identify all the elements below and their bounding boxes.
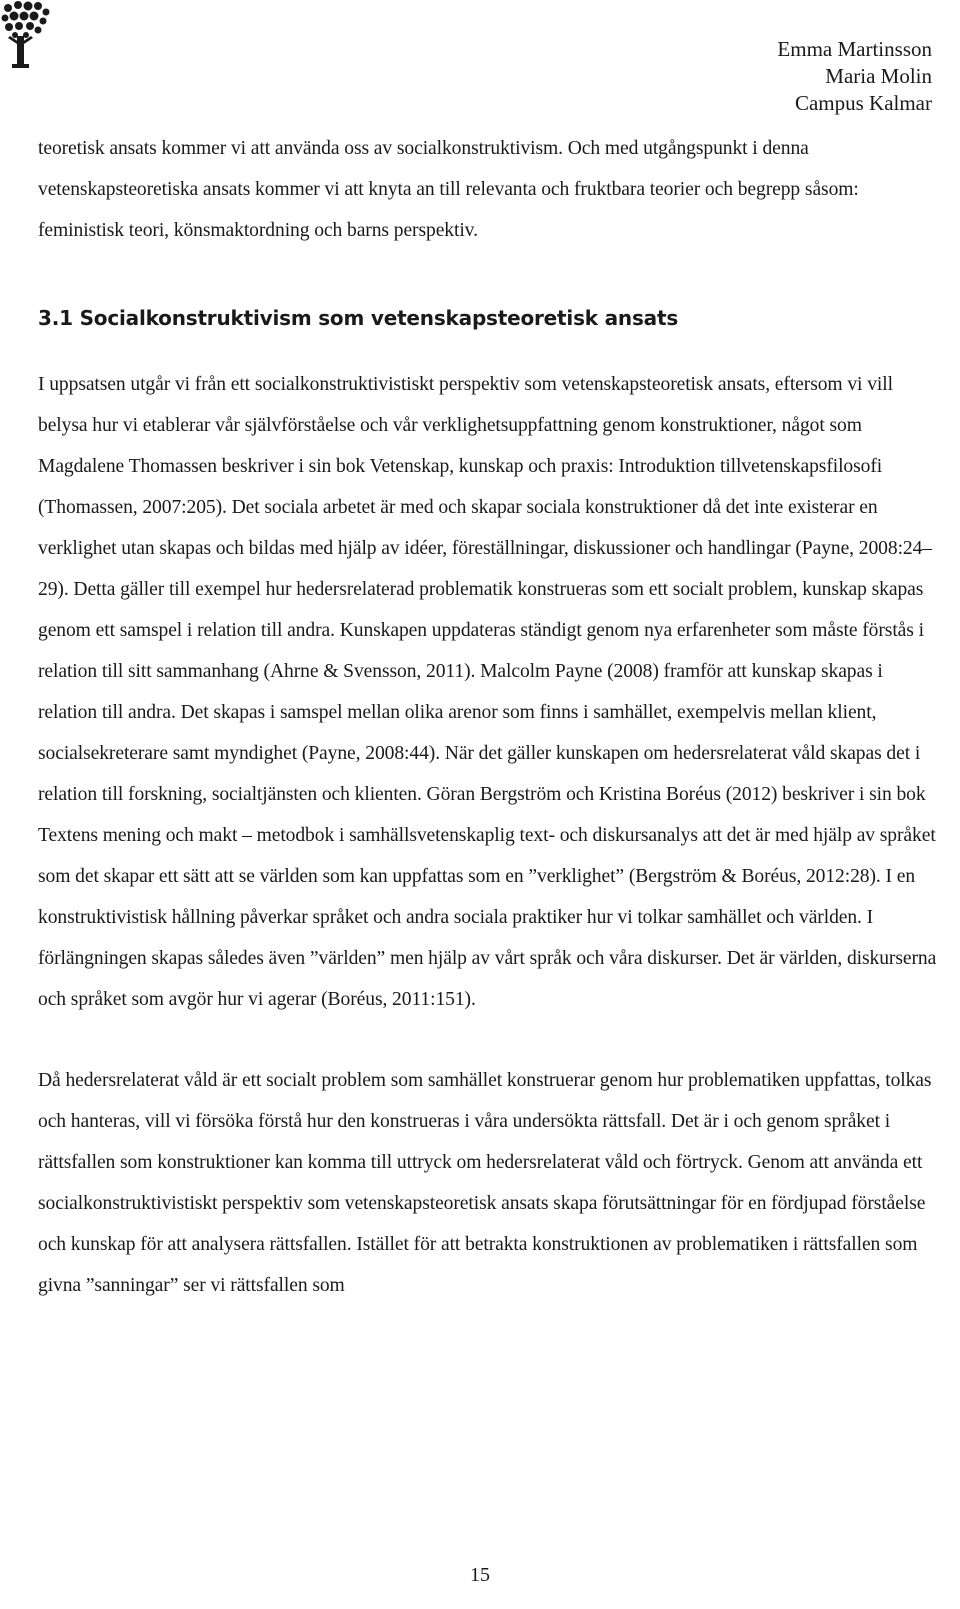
- university-tree-logo-icon: [0, 0, 56, 72]
- author-name: Emma Martinsson: [777, 37, 932, 61]
- author-name: Maria Molin: [825, 64, 932, 88]
- intro-paragraph: teoretisk ansats kommer vi att använda oss av socialkonstruktivism. Och med utgångspunkt i denna vetenskapsteoretiska ansats kommer vi att knyta an till relevanta och fruktbara teorier och begrepp såsom: feministisk teori, könsmaktordning och barns perspektiv.: [38, 138, 859, 241]
- body-paragraph: I uppsatsen utgår vi från ett socialkonstruktivistiskt perspektiv som vetenskapsteoretisk ansats, eftersom vi vill belysa hur vi etablerar vår självförståelse och vår verklighetsuppfattning genom konstruktioner, något som Magdalene Thomassen beskriver i sin bok Vetenskap, kunskap och praxis: Introduktion tillvetenskapsfilosofi (Thomassen, 2007:205). Det sociala arbetet är med och skapar sociala konstruktioner då det inte existerar en verklighet utan skapas och bildas med hjälp av idéer, föreställningar, diskussioner och handlingar (Payne, 2008:24–29). Detta gäller till exempel hur hedersrelaterad problematik konstrueras som ett socialt problem, kunskap skapas genom ett samspel i relation till andra. Kunskapen uppdateras ständigt genom nya erfarenheter som måste förstås i relation till sitt sammanhang (Ahrne & Svensson, 2011). Malcolm Payne (2008) framför att kunskap skapas i relation till andra. Det skapas i samspel mellan olika arenor som finns i samhället, exempelvis mellan klient, socialsekreterare samt myndighet (Payne, 2008:44). När det gäller kunskapen om hedersrelaterat våld skapas det i relation till forskning, socialtjänsten och klienten. Göran Bergström och Kristina Boréus (2012) beskriver i sin bok Textens mening och makt – metodbok i samhällsvetenskaplig text- och diskursanalys att det är med hjälp av språket som det skapar ett sätt att se världen som kan uppfattas som en ”verklighet” (Bergström & Boréus, 2012:28). I en konstruktivistisk hållning påverkar språket och andra sociala praktiker hur vi tolkar samhället och världen. I förlängningen skapas således även ”världen” men hjälp av vårt språk och våra diskurser. Det är världen, diskurserna och språket som avgör hur vi agerar (Boréus, 2011:151).: [38, 374, 937, 1010]
- page-number: 15: [470, 1564, 490, 1586]
- section-heading: 3.1 Socialkonstruktivism som vetenskapsteoretisk ansats: [38, 306, 679, 330]
- document-body: [38, 128, 938, 1306]
- header-authors: [777, 36, 932, 117]
- body-paragraph: Då hedersrelaterat våld är ett socialt problem som samhället konstruerar genom hur problematiken uppfattas, tolkas och hanteras, vill vi försöka förstå hur den konstrueras i våra undersökta rättsfall. Det är i och genom språket i rättsfallen som konstruktioner kan komma till uttryck om hedersrelaterat våld och förtryck. Genom att använda ett socialkonstruktivistiskt perspektiv som vetenskapsteoretisk ansats skapa förutsättningar för en fördjupad förståelse och kunskap för att analysera rättsfallen. Istället för att betrakta konstruktionen av problematiken i rättsfallen som givna ”sanningar” ser vi rättsfallen som: [38, 1070, 932, 1296]
- campus-name: Campus Kalmar: [794, 91, 932, 115]
